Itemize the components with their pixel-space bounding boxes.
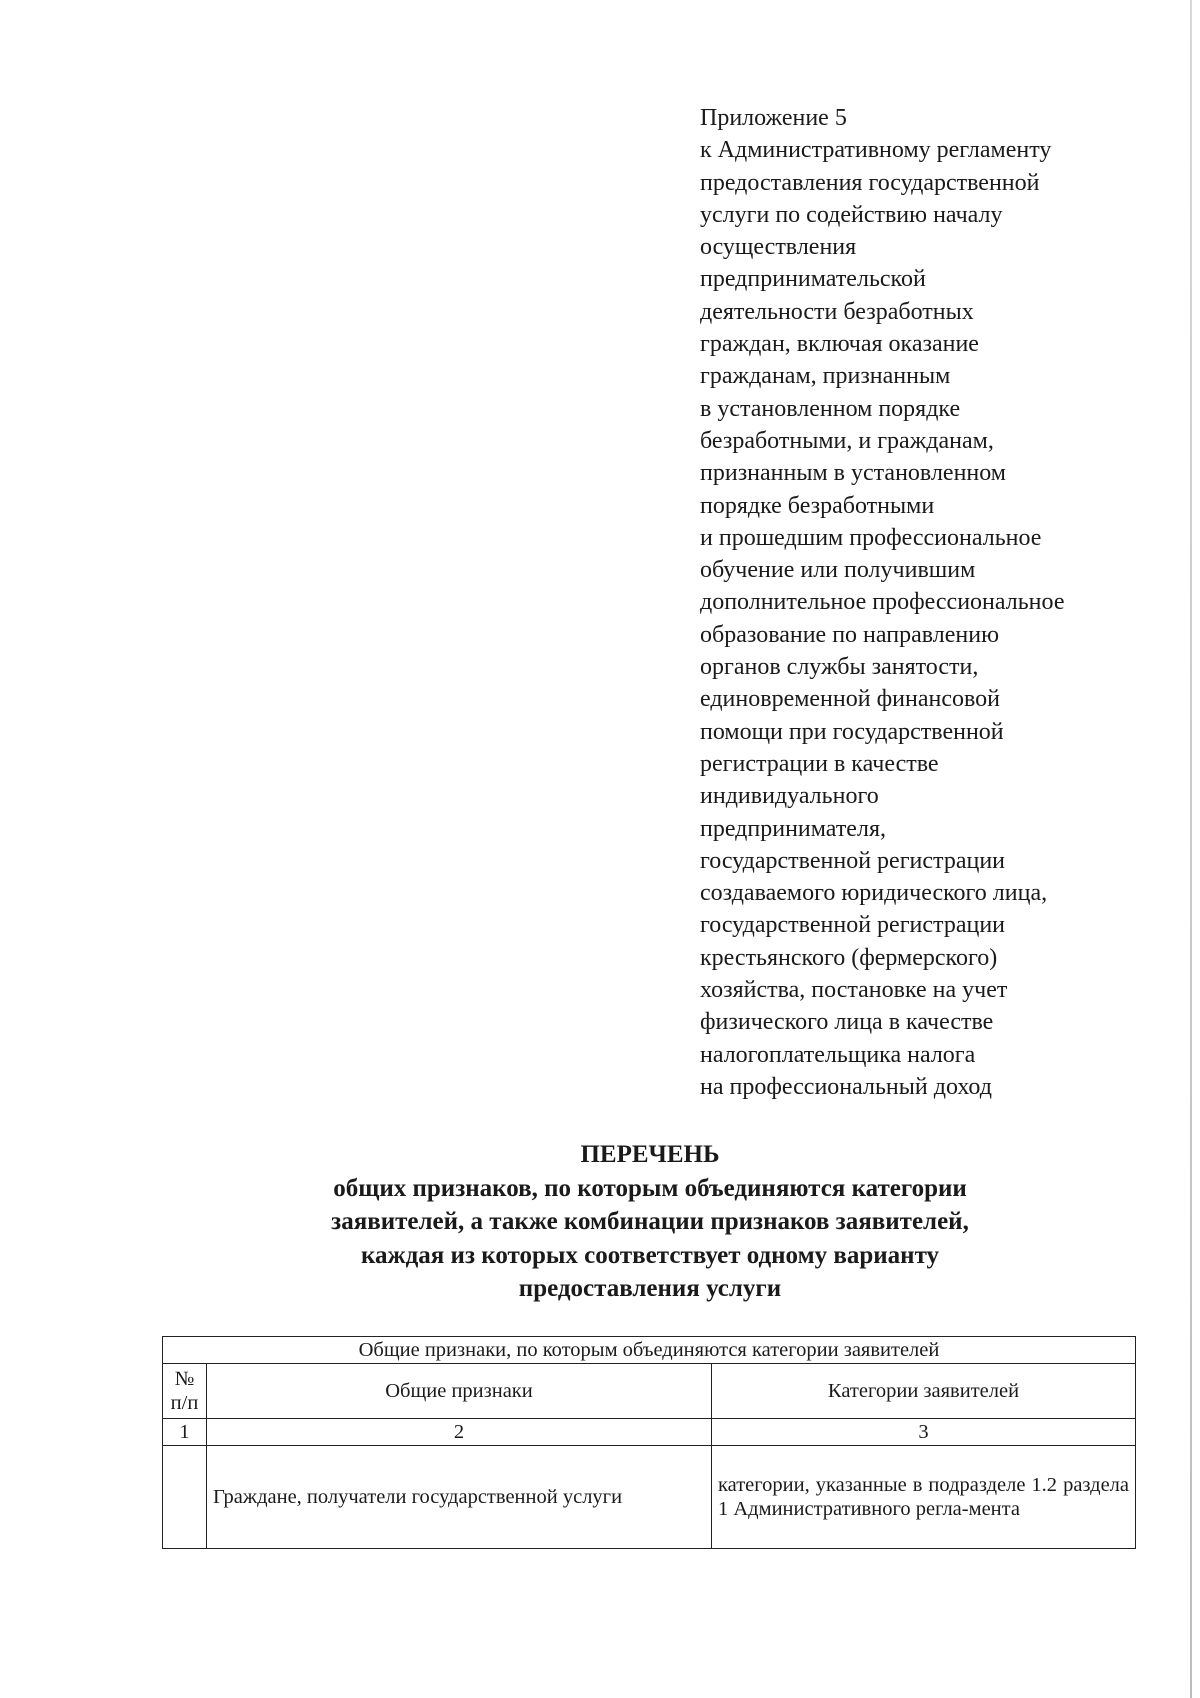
column-number-row (163, 1419, 1136, 1446)
appendix-block (700, 102, 1140, 1103)
appendix-line: в установленном порядке (700, 395, 961, 422)
appendix-line: Приложение 5 (700, 105, 847, 131)
appendix-line: гражданам, признанным (700, 363, 951, 390)
column-number: 2 (207, 1419, 712, 1446)
appendix-line: хозяйства, постановке на учет (700, 977, 1008, 1004)
appendix-line: и прошедшим профессиональное (700, 524, 1042, 551)
appendix-line: к Административному регламенту (700, 137, 1052, 164)
table-header-row (163, 1364, 1136, 1419)
appendix-line: единовременной финансовой (700, 686, 1000, 713)
row-feature: Граждане, получатели государственной услуги (207, 1446, 712, 1549)
scan-edge (1190, 0, 1192, 1698)
heading-line: заявителей, а также комбинации признаков заявителей, (331, 1208, 969, 1236)
appendix-line: индивидуального (700, 783, 879, 810)
appendix-line: органов службы занятости, (700, 654, 979, 681)
document-heading (230, 1138, 1070, 1306)
criteria-table (162, 1336, 1136, 1549)
heading-title: ПЕРЕЧЕНЬ (580, 1141, 720, 1168)
appendix-line: государственной регистрации (700, 847, 1006, 874)
appendix-line: государственной регистрации (700, 912, 1006, 939)
appendix-line: создаваемого юридического лица, (700, 880, 1048, 907)
appendix-line: граждан, включая оказание (700, 331, 979, 358)
header-categories: Категории заявителей (712, 1364, 1136, 1419)
appendix-line: услуги по содействию началу (700, 201, 1003, 228)
appendix-line: признанным в установленном (700, 460, 1006, 487)
appendix-line: физического лица в качестве (700, 1009, 994, 1036)
appendix-line: деятельности безработных (700, 298, 974, 325)
appendix-line: осуществления (700, 234, 857, 261)
table-row (163, 1446, 1136, 1549)
row-num (163, 1446, 207, 1549)
row-category: категории, указанные в подразделе 1.2 раздела 1 Административного регла-мента (712, 1446, 1136, 1549)
column-number: 1 (163, 1419, 207, 1446)
appendix-line: предпринимательской (700, 266, 926, 293)
table-caption-row (163, 1337, 1136, 1364)
appendix-line: образование по направлению (700, 621, 999, 648)
header-num: № п/п (163, 1364, 207, 1419)
heading-line: предоставления услуги (518, 1275, 782, 1303)
appendix-line: порядке безработными (700, 492, 935, 519)
heading-line: общих признаков, по которым объединяются категории (333, 1174, 967, 1202)
appendix-line: предоставления государственной (700, 169, 1040, 196)
column-number: 3 (712, 1419, 1136, 1446)
appendix-line: предпринимателя, (700, 815, 886, 842)
appendix-line: безработными, и гражданам, (700, 427, 994, 454)
appendix-line: крестьянского (фермерского) (700, 944, 998, 971)
appendix-line: на профессиональный доход (700, 1073, 992, 1100)
appendix-line: обучение или получившим (700, 557, 976, 584)
appendix-line: дополнительное профессиональное (700, 589, 1065, 616)
appendix-line: помощи при государственной (700, 718, 1004, 745)
heading-line: каждая из которых соответствует одному варианту (360, 1241, 940, 1269)
table-caption: Общие признаки, по которым объединяются категории заявителей (163, 1337, 1136, 1364)
appendix-line: регистрации в качестве (700, 750, 939, 777)
appendix-line: налогоплательщика налога (700, 1041, 976, 1068)
header-features: Общие признаки (207, 1364, 712, 1419)
